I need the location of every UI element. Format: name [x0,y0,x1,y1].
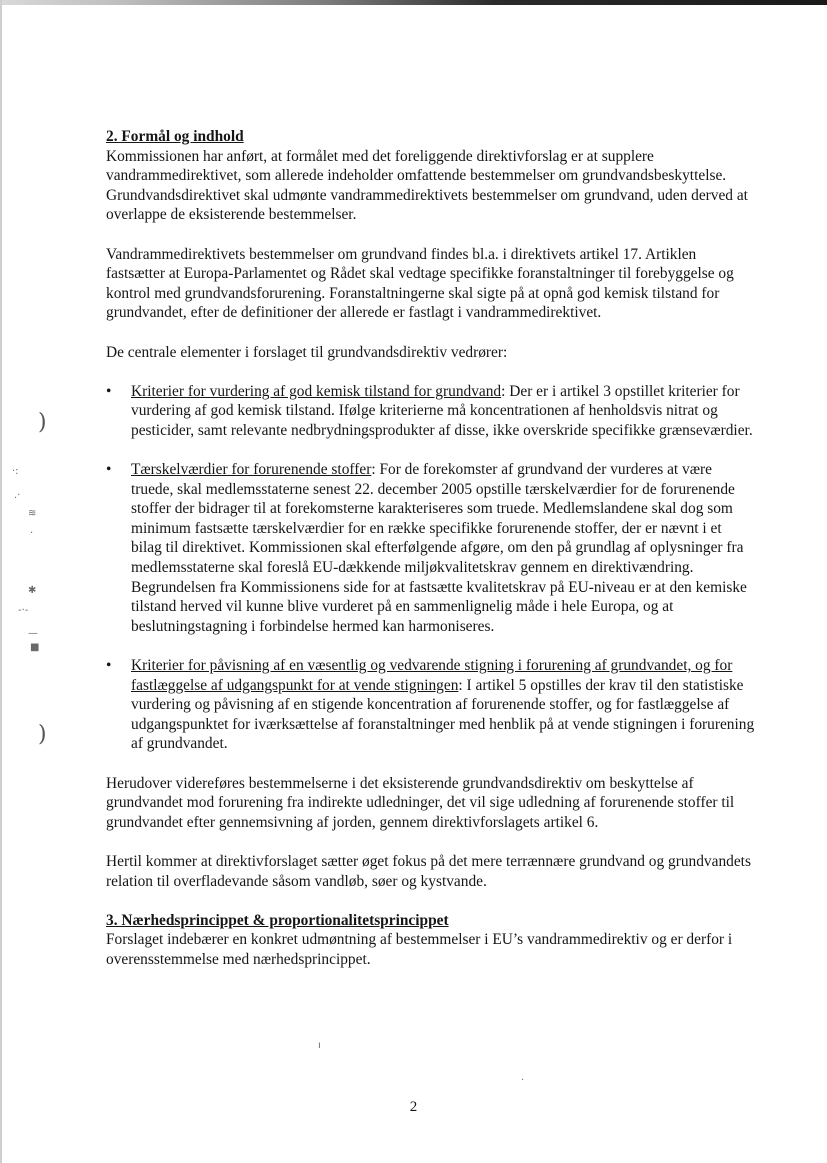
bullet-text: : I artikel 5 opstilles der krav til den statistiske vurdering og påvisning af en stigende koncentration af forurenende stoffer, og for fastlæggelse af udgangspunktet for iværksættelse af foranstaltninger med henblik på at vende stigningen i forurening af grundvandet. [131,676,755,753]
scan-artifact: ·: [12,466,19,477]
bullet-marker: • [106,461,112,479]
paragraph: Herudover videreføres bestemmelserne i det eksisterende grundvandsdirektiv om beskyttelse af grundvandet mod forurening fra indirekte udledninger, det vil sige udledning af forurenende stoffer til grundvandet efter gennemsivning af jorden, gennem direktivforslagets artikel 6. [106,774,735,831]
bullet-text: : Der er i artikel 3 opstillet kriterier for vurdering af god kemisk tilstand. Ifølge kriterierne må koncentrationen af henholdsvis nitrat og pesticider, samt relevante nedbrydningsprodukter af disse, ikke overskride specifikke grænseværdier. [131,382,753,439]
scan-artifact: ) [38,410,47,435]
section-heading-formaal: 2. Formål og indhold [106,128,244,145]
paragraph: De centrale elementer i forslaget til grundvandsdirektiv vedrører: [106,343,508,361]
section-heading-naerhed: 3. Nærhedsprincippet & proportionalitetsprincippet [106,911,449,929]
scan-artifact: -·- [18,605,29,616]
scan-artifact: ) [38,722,47,747]
bullet-marker: • [106,382,112,400]
scan-artifact: ı [318,1040,321,1051]
document-body [106,127,756,970]
bullet-item [106,656,756,754]
paragraph: Forslaget indebærer en konkret udmøntning af bestemmelser i EU’s vandrammedirektiv og er derfor i overensstemmelse med nærhedsprincippet. [106,931,733,968]
paragraph: Hertil kommer at direktivforslaget sætter øget fokus på det mere terrænnære grundvand og grundvandets relation til overfladevande såsom vandløb, søer og kystvande. [106,852,751,890]
scan-left-edge [0,0,2,1163]
paragraph: Vandrammedirektivets bestemmelser om grundvand findes bl.a. i direktivets artikel 17. Artiklen fastsætter at Europa-Parlamentet og Rådet skal vedtage specifikke foranstaltninger til forebyggelse og kontrol med grundvandsforurening. Foranstaltningerne skal sigte på at opnå god kemisk tilstand for grundvandet, efter de definitioner der allerede er fastlagt i vandrammedirektivet. [106,245,734,322]
scan-artifact: — [28,628,38,639]
bullet-item [106,460,756,636]
scan-artifact: ≋ [28,508,37,519]
bullet-title: Kriterier for vurdering af god kemisk tilstand for grundvand [131,382,502,400]
page-number: 2 [409,1099,418,1115]
bullet-item [106,382,756,441]
scan-artifact: · [30,528,34,539]
scan-artifact: · [521,1075,525,1086]
bullet-text: : For de forekomster af grundvand der vurderes at være truede, skal medlemsstaterne senest 22. december 2005 opstille tærskelværdier for de forurenende stoffer der bidrager til at forekomsterne karakteriseres som truede. Medlemslandene skal dog som minimum fastsætte tærskelværdier for en række specifikke forurenende stoffer, der er nævnt i et bilag til direktivet. Kommissionen skal efterfølgende afgøre, om den på grundlag af oplysninger fra medlemsstaterne skal foreslå EU-dækkende miljøkvalitetskrav gennem en direktivændring. Begrundelsen fra Kommissionens side for at fastsætte kvalitetskrav på EU-niveau er at den kemiske tilstand herved vil kunne blive vurderet på en sammenlignelig måde i hele Europa, og at beslutningstagning i forbindelse hermed kan harmoniseres. [131,461,747,635]
paragraph: Kommissionen har anført, at formålet med det foreliggende direktivforslag er at supplere vandrammedirektivet, som allerede indeholder omfattende bestemmelser om grundvandsbeskyttelse. Grundvandsdirektivet skal udmønte vandrammedirektivets bestemmelser om grundvand, uden derved at overlappe de eksisterende bestemmelser. [106,147,748,224]
scan-artifact: ■ [30,642,40,653]
bullet-list [106,382,756,754]
bullet-title: Tærskelværdier for forurenende stoffer [131,461,372,479]
bullet-marker: • [106,657,112,675]
scan-artifact: ✱ [28,585,37,596]
bullet-title: Kriterier for påvisning af en væsentlig og vedvarende stigning i forurening af grundvandet, og for fastlæggelse af udgangspunkt for at vende stigningen [131,657,733,694]
scan-top-border [0,0,827,5]
scan-artifact: .· [14,490,21,501]
